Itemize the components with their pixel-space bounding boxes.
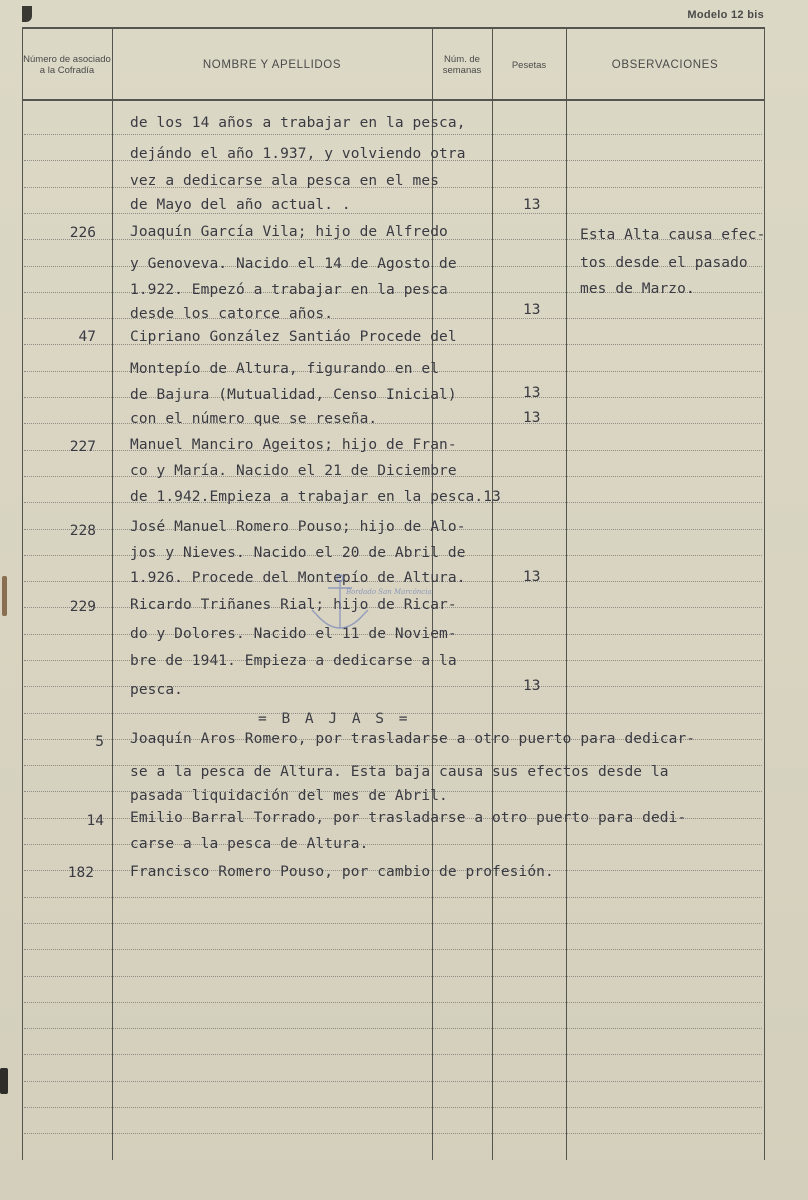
row-rule — [24, 949, 762, 950]
anchor-stamp-icon — [306, 572, 432, 642]
entry-line: pesca. — [130, 682, 183, 698]
asociado-number: 47 — [78, 329, 96, 345]
entry-line: José Manuel Romero Pouso; hijo de Alo- — [130, 519, 466, 535]
entry-line: pasada liquidación del mes de Abril. — [130, 788, 448, 804]
entry-line: de los 14 años a trabajar en la pesca, — [130, 115, 466, 131]
entry-line: vez a dedicarse ala pesca en el mes — [130, 173, 440, 189]
entry-line: y Genoveva. Nacido el 14 de Agosto de — [130, 256, 457, 272]
form-model-label: Modelo 12 bis — [687, 9, 764, 21]
pesetas-value: 13 — [523, 410, 541, 426]
asociado-number: 5 — [95, 734, 104, 750]
entry-line: desde los catorce años. — [130, 306, 334, 322]
header-pesetas: Pesetas — [511, 59, 547, 71]
entry-line: Joaquín García Vila; hijo de Alfredo — [130, 224, 448, 240]
header-numero: Número de asociado a la Cofradía — [23, 54, 111, 76]
entry-line: con el número que se reseña. — [130, 411, 378, 427]
stamp-text: Bordado San Marcóncia — [346, 588, 432, 596]
header-bottom-rule — [22, 99, 764, 101]
asociado-number: 182 — [67, 865, 94, 881]
entry-line: Francisco Romero Pouso, por cambio de profesión. — [130, 864, 554, 880]
entry-line: 1.926. Procede del Montepío de Altura. — [130, 570, 466, 586]
pesetas-value: 13 — [523, 569, 541, 585]
pesetas-value: 13 — [523, 678, 541, 694]
pesetas-value: 13 — [523, 197, 541, 213]
entry-line: se a la pesca de Altura. Esta baja causa sus efectos desde la — [130, 764, 669, 780]
row-rule — [24, 134, 762, 135]
column-line — [22, 27, 23, 1160]
entry-line: co y María. Nacido el 21 de Diciembre — [130, 463, 457, 479]
column-line — [566, 27, 567, 1160]
row-rule — [24, 1107, 762, 1108]
header-observaciones: OBSERVACIONES — [611, 59, 719, 71]
asociado-number: 229 — [69, 599, 96, 615]
entry-line: Joaquín Aros Romero, por trasladarse a otro puerto para dedicar- — [130, 731, 696, 747]
entry-line: dejándo el año 1.937, y volviendo otra — [130, 146, 466, 162]
header-top-rule — [22, 27, 764, 29]
column-line — [112, 27, 113, 1160]
column-line — [764, 27, 765, 1160]
column-line — [492, 27, 493, 1160]
entry-line: do y Dolores. Nacido el 11 de Noviem- — [130, 626, 457, 642]
binder-mark — [22, 6, 32, 22]
row-rule — [24, 976, 762, 977]
entry-line: Manuel Manciro Ageitos; hijo de Fran- — [130, 437, 457, 453]
entry-line: carse a la pesca de Altura. — [130, 836, 369, 852]
row-rule — [24, 897, 762, 898]
asociado-number: 226 — [69, 225, 96, 241]
entry-line: Ricardo Triñanes Rial; hijo de Ricar- — [130, 597, 457, 613]
observacion-line: tos desde el pasado — [580, 255, 748, 271]
entry-line: de Mayo del año actual. . — [130, 197, 351, 213]
entry-line: Emilio Barral Torrado, por trasladarse a otro puerto para dedi- — [130, 810, 687, 826]
row-rule — [24, 1054, 762, 1055]
entry-line: Cipriano González Santiáo Procede del — [130, 329, 457, 345]
header-semanas: Núm. de semanas — [442, 54, 482, 76]
asociado-number: 228 — [69, 523, 96, 539]
entry-line: bre de 1941. Empieza a dedicarse a la — [130, 653, 457, 669]
binder-mark — [0, 1068, 8, 1094]
binder-mark — [2, 576, 7, 616]
pesetas-value: 13 — [523, 302, 541, 318]
entry-line: de Bajura (Mutualidad, Censo Inicial) — [130, 387, 457, 403]
row-rule — [24, 1081, 762, 1082]
observacion-line: mes de Marzo. — [580, 281, 695, 297]
asociado-number: 227 — [69, 439, 96, 455]
row-rule — [24, 1133, 762, 1134]
pesetas-value: 13 — [523, 385, 541, 401]
row-rule — [24, 923, 762, 924]
row-rule — [24, 1002, 762, 1003]
entry-line: Montepío de Altura, figurando en el — [130, 361, 440, 377]
entry-line: de 1.942.Empieza a trabajar en la pesca.13 — [130, 489, 501, 505]
entry-line: jos y Nieves. Nacido el 20 de Abril de — [130, 545, 466, 561]
observacion-line: Esta Alta causa efec- — [580, 227, 766, 243]
entry-line: 1.922. Empezó a trabajar en la pesca — [130, 282, 448, 298]
bajas-heading: = B A J A S = — [258, 711, 411, 727]
row-rule — [24, 1028, 762, 1029]
asociado-number: 14 — [86, 813, 104, 829]
header-nombre: NOMBRE Y APELLIDOS — [202, 59, 342, 71]
column-line — [432, 27, 433, 1160]
